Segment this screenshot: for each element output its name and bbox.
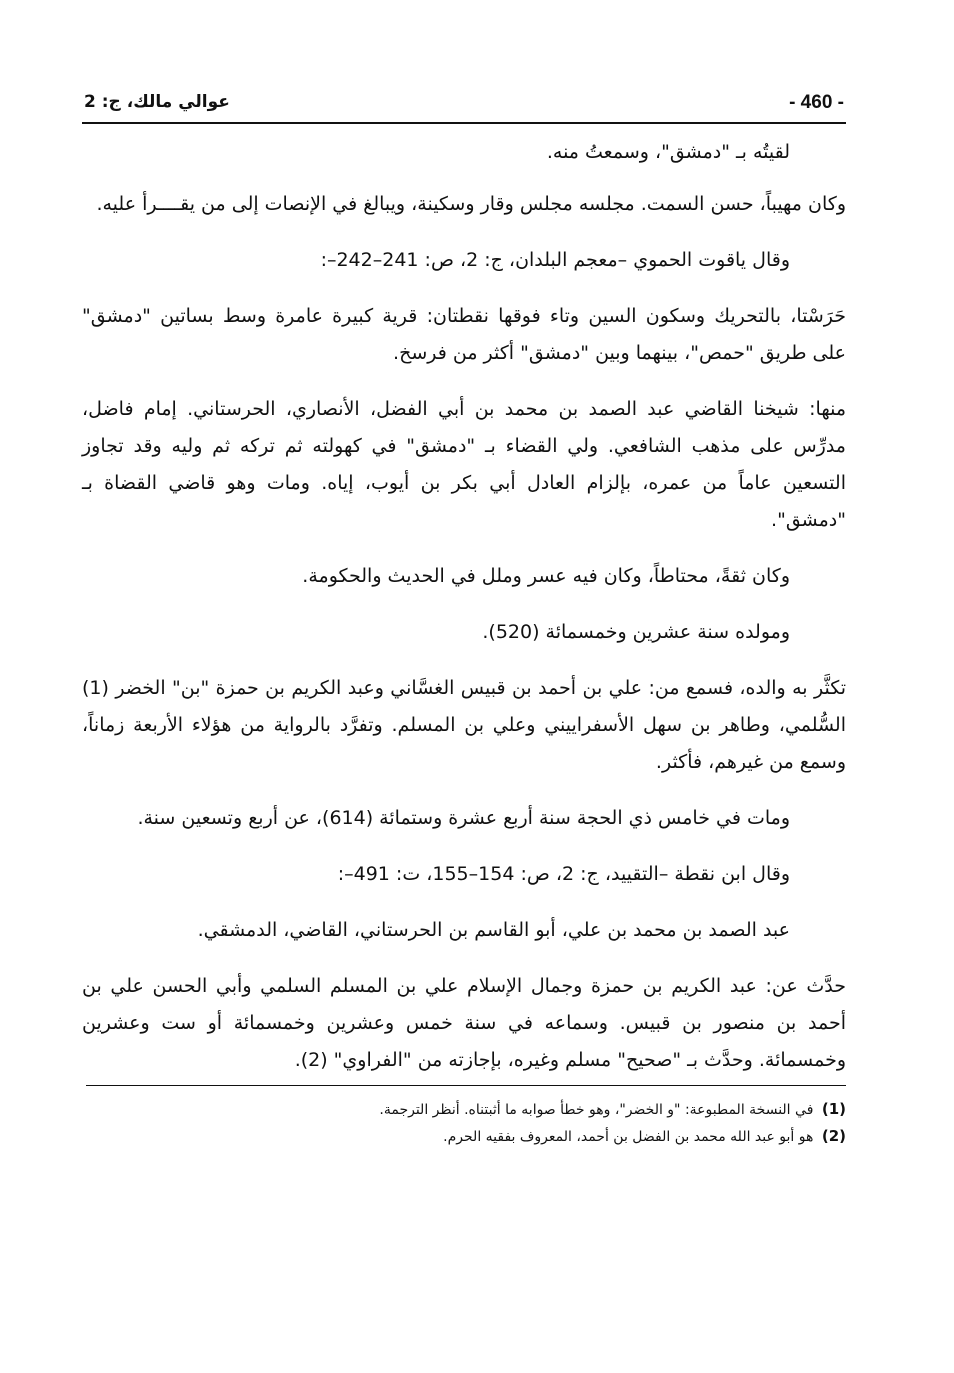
footnote bbox=[82, 1123, 846, 1150]
footnote-divider bbox=[86, 1085, 846, 1086]
footnote-text: في النسخة المطبوعة: "و الخضر"، وهو خطأ صوابه ما أثبتناه. أنظر الترجمة. bbox=[379, 1102, 814, 1118]
footnotes bbox=[82, 1096, 846, 1150]
paragraph: وقال ابن نقطة –التقييد، ج: 2، ص: 154–155، ت: 491–: bbox=[337, 863, 790, 885]
page-number: - 460 - bbox=[789, 92, 844, 113]
paragraph: حَرَسْتا، بالتحريك وسكون السين وتاء فوقها نقطتان: قرية كبيرة عامرة وسط بساتين "دمشق" على طريق "حمص"، بينهما وبين "دمشق" أكثر من فرسخ. bbox=[82, 305, 846, 364]
paragraph: وقال ياقوت الحموي –معجم البلدان، ج: 2، ص: 241–242–: bbox=[320, 249, 790, 271]
running-title: عوالي مالك، ج: 2 bbox=[84, 92, 230, 112]
paragraph: تكثَّر به والده، فسمع من: علي بن أحمد بن قبيس الغسَّاني وعبد الكريم بن حمزة "بن" الخضر (1) السُّلمي، وطاهر بن سهل الأسفراييني وعلي بن المسلم. وتفرَّد بالرواية من هؤلاء الأربعة زماناً، وسمع من غيرهم، فأكثر. bbox=[82, 677, 846, 773]
footnote-text: هو أبو عبد الله محمد بن الفضل بن أحمد، المعروف بفقيه الحرم. bbox=[443, 1129, 814, 1145]
paragraph: ومولده سنة عشرين وخمسمائة (520). bbox=[482, 621, 790, 643]
paragraph: حدَّث عن: عبد الكريم بن حمزة وجمال الإسلام علي بن المسلم السلمي وأبي الحسن علي بن أحمد بن منصور بن قبيس. وسماعه في سنة خمس وعشرين وخمسمائة أو ست وعشرين وخمسمائة. وحدَّث بـ "صحيح" مسلم وغيره، بإجازته من "الفراوي" (2). bbox=[82, 975, 846, 1071]
paragraph: وكان مهيباً، حسن السمت. مجلسه مجلس وقار وسكينة، ويبالغ في الإنصات إلى من يقــــرأ عليه. bbox=[96, 193, 846, 215]
paragraph: ومات في خامس ذي الحجة سنة أربع عشرة وستمائة (614)، عن أربع وتسعين سنة. bbox=[137, 807, 790, 829]
paragraph: وكان ثقةً، محتاطاً، وكان فيه عسر وملل في الحديث والحكومة. bbox=[302, 565, 790, 587]
footnote bbox=[82, 1096, 846, 1123]
book-page bbox=[82, 88, 846, 1150]
body-text bbox=[82, 134, 846, 1079]
paragraph: لقيتُه بـ "دمشق"، وسمعتُ منه. bbox=[546, 141, 790, 163]
footnote-number: (2) bbox=[821, 1127, 846, 1145]
footnote-number: (1) bbox=[821, 1100, 846, 1118]
paragraph: عبد الصمد بن محمد بن علي، أبو القاسم بن الحرستاني، القاضي، الدمشقي. bbox=[197, 919, 790, 941]
paragraph: منها: شيخنا القاضي عبد الصمد بن محمد بن أبي الفضل، الأنصاري، الحرستاني. إمام فاضل، مدرِّس على مذهب الشافعي. ولي القضاء بـ "دمشق" في كهولته ثم تركه ثم وليه وقد تجاوز التسعين عاماً من عمره، بإلزام العادل أبي بكر بن أيوب، إياه. ومات وهو قاضي القضاة بـ "دمشق". bbox=[82, 398, 846, 531]
page-header bbox=[82, 88, 846, 124]
